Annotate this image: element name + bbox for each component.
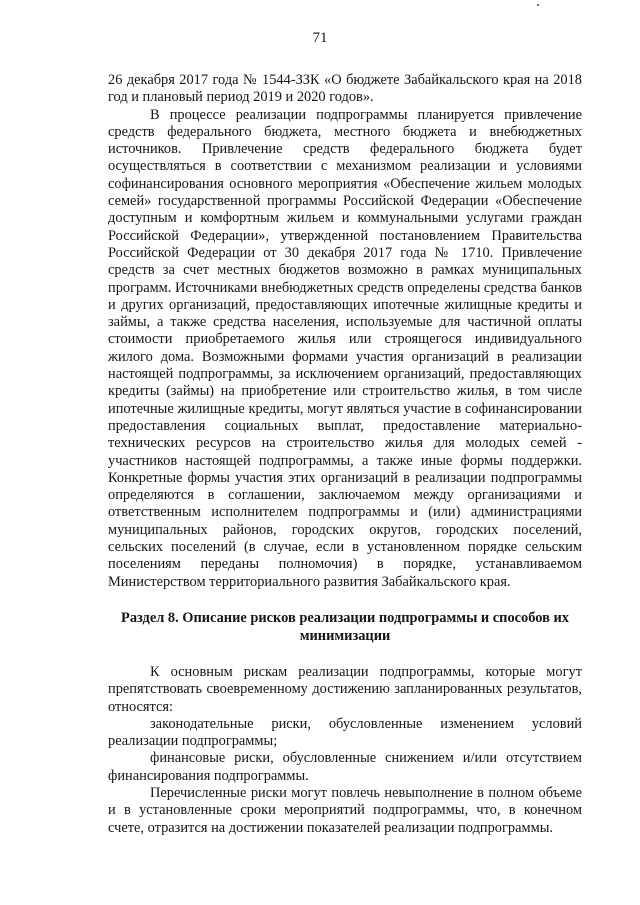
- paragraph-continuation: 26 декабря 2017 года № 1544-ЗЗК «О бюджете Забайкальского края на 2018 год и плановый период 2019 и 2020 годов».: [108, 72, 582, 106]
- body-text-bottom: [108, 664, 582, 837]
- paragraph-funding-sources: В процессе реализации подпрограммы планируется привлечение средств федерального бюджета, местного бюджета и внебюджетных источников. Привлечение средств федерального бюджета будет осуществляться в соответствии с механизмом реализации и условиями софинансирования основного мероприятия «Обеспечение жильем молодых семей» государственной программы Российской Федерации «Обеспечение доступным и комфортным жильем и коммунальными услугами граждан Российской Федерации», утвержденной постановлением Правительства Российской Федерации от 30 декабря 2017 года № 1710. Привлечение средств за счет местных бюджетов возможно в рамках муниципальных программ. Источниками внебюджетных средств определены средства банков и других организаций, предоставляющих ипотечные жилищные кредиты и займы, а также средства населения, используемые для частичной оплаты стоимости приобретаемого жилья или строящегося индивидуального жилого дома. Возможными формами участия организаций в реализации настоящей подпрограммы, за исключением организаций, предоставляющих кредиты (займы) на приобретение или строительство жилья, в том числе ипотечные жилищные кредиты, могут являться участие в софинансировании предоставления социальных выплат, предоставление материально-технических ресурсов на строительство жилья для молодых семей - участников настоящей подпрограммы, а также иные формы поддержки. Конкретные формы участия этих организаций в реализации подпрограммы определяются в соглашении, заключаемом между организациями и ответственным исполнителем подпрограммы и (или) администрациями муниципальных районов, городских округов, городских поселений, сельских поселений (в случае, если в установленном порядке сельским поселениям переданы полномочия) в порядке, устанавливаемом Министерством территориального развития Забайкальского края.: [108, 106, 582, 590]
- section-heading: Раздел 8. Описание рисков реализации подпрограммы и способов их минимизации: [121, 610, 569, 644]
- paragraph-risks-intro: К основным рискам реализации подпрограммы, которые могут препятствовать своевременному достижению запланированных результатов, относятся:: [108, 664, 582, 715]
- page-number: 71: [312, 30, 328, 46]
- paragraph-financial-risks: финансовые риски, обусловленные снижением и/или отсутствием финансирования подпрограммы.: [108, 750, 582, 784]
- paragraph-legislative-risks: законодательные риски, обусловленные изменением условий реализации подпрограммы;: [108, 715, 582, 750]
- body-text-top: [108, 72, 582, 591]
- paragraph-risk-consequences: Перечисленные риски могут повлечь невыполнение в полном объеме и в установленные сроки мероприятий подпрограммы, что, в конечном счете, отразится на достижении показателей реализации подпрограммы.: [108, 785, 582, 836]
- scan-speck: [537, 4, 539, 6]
